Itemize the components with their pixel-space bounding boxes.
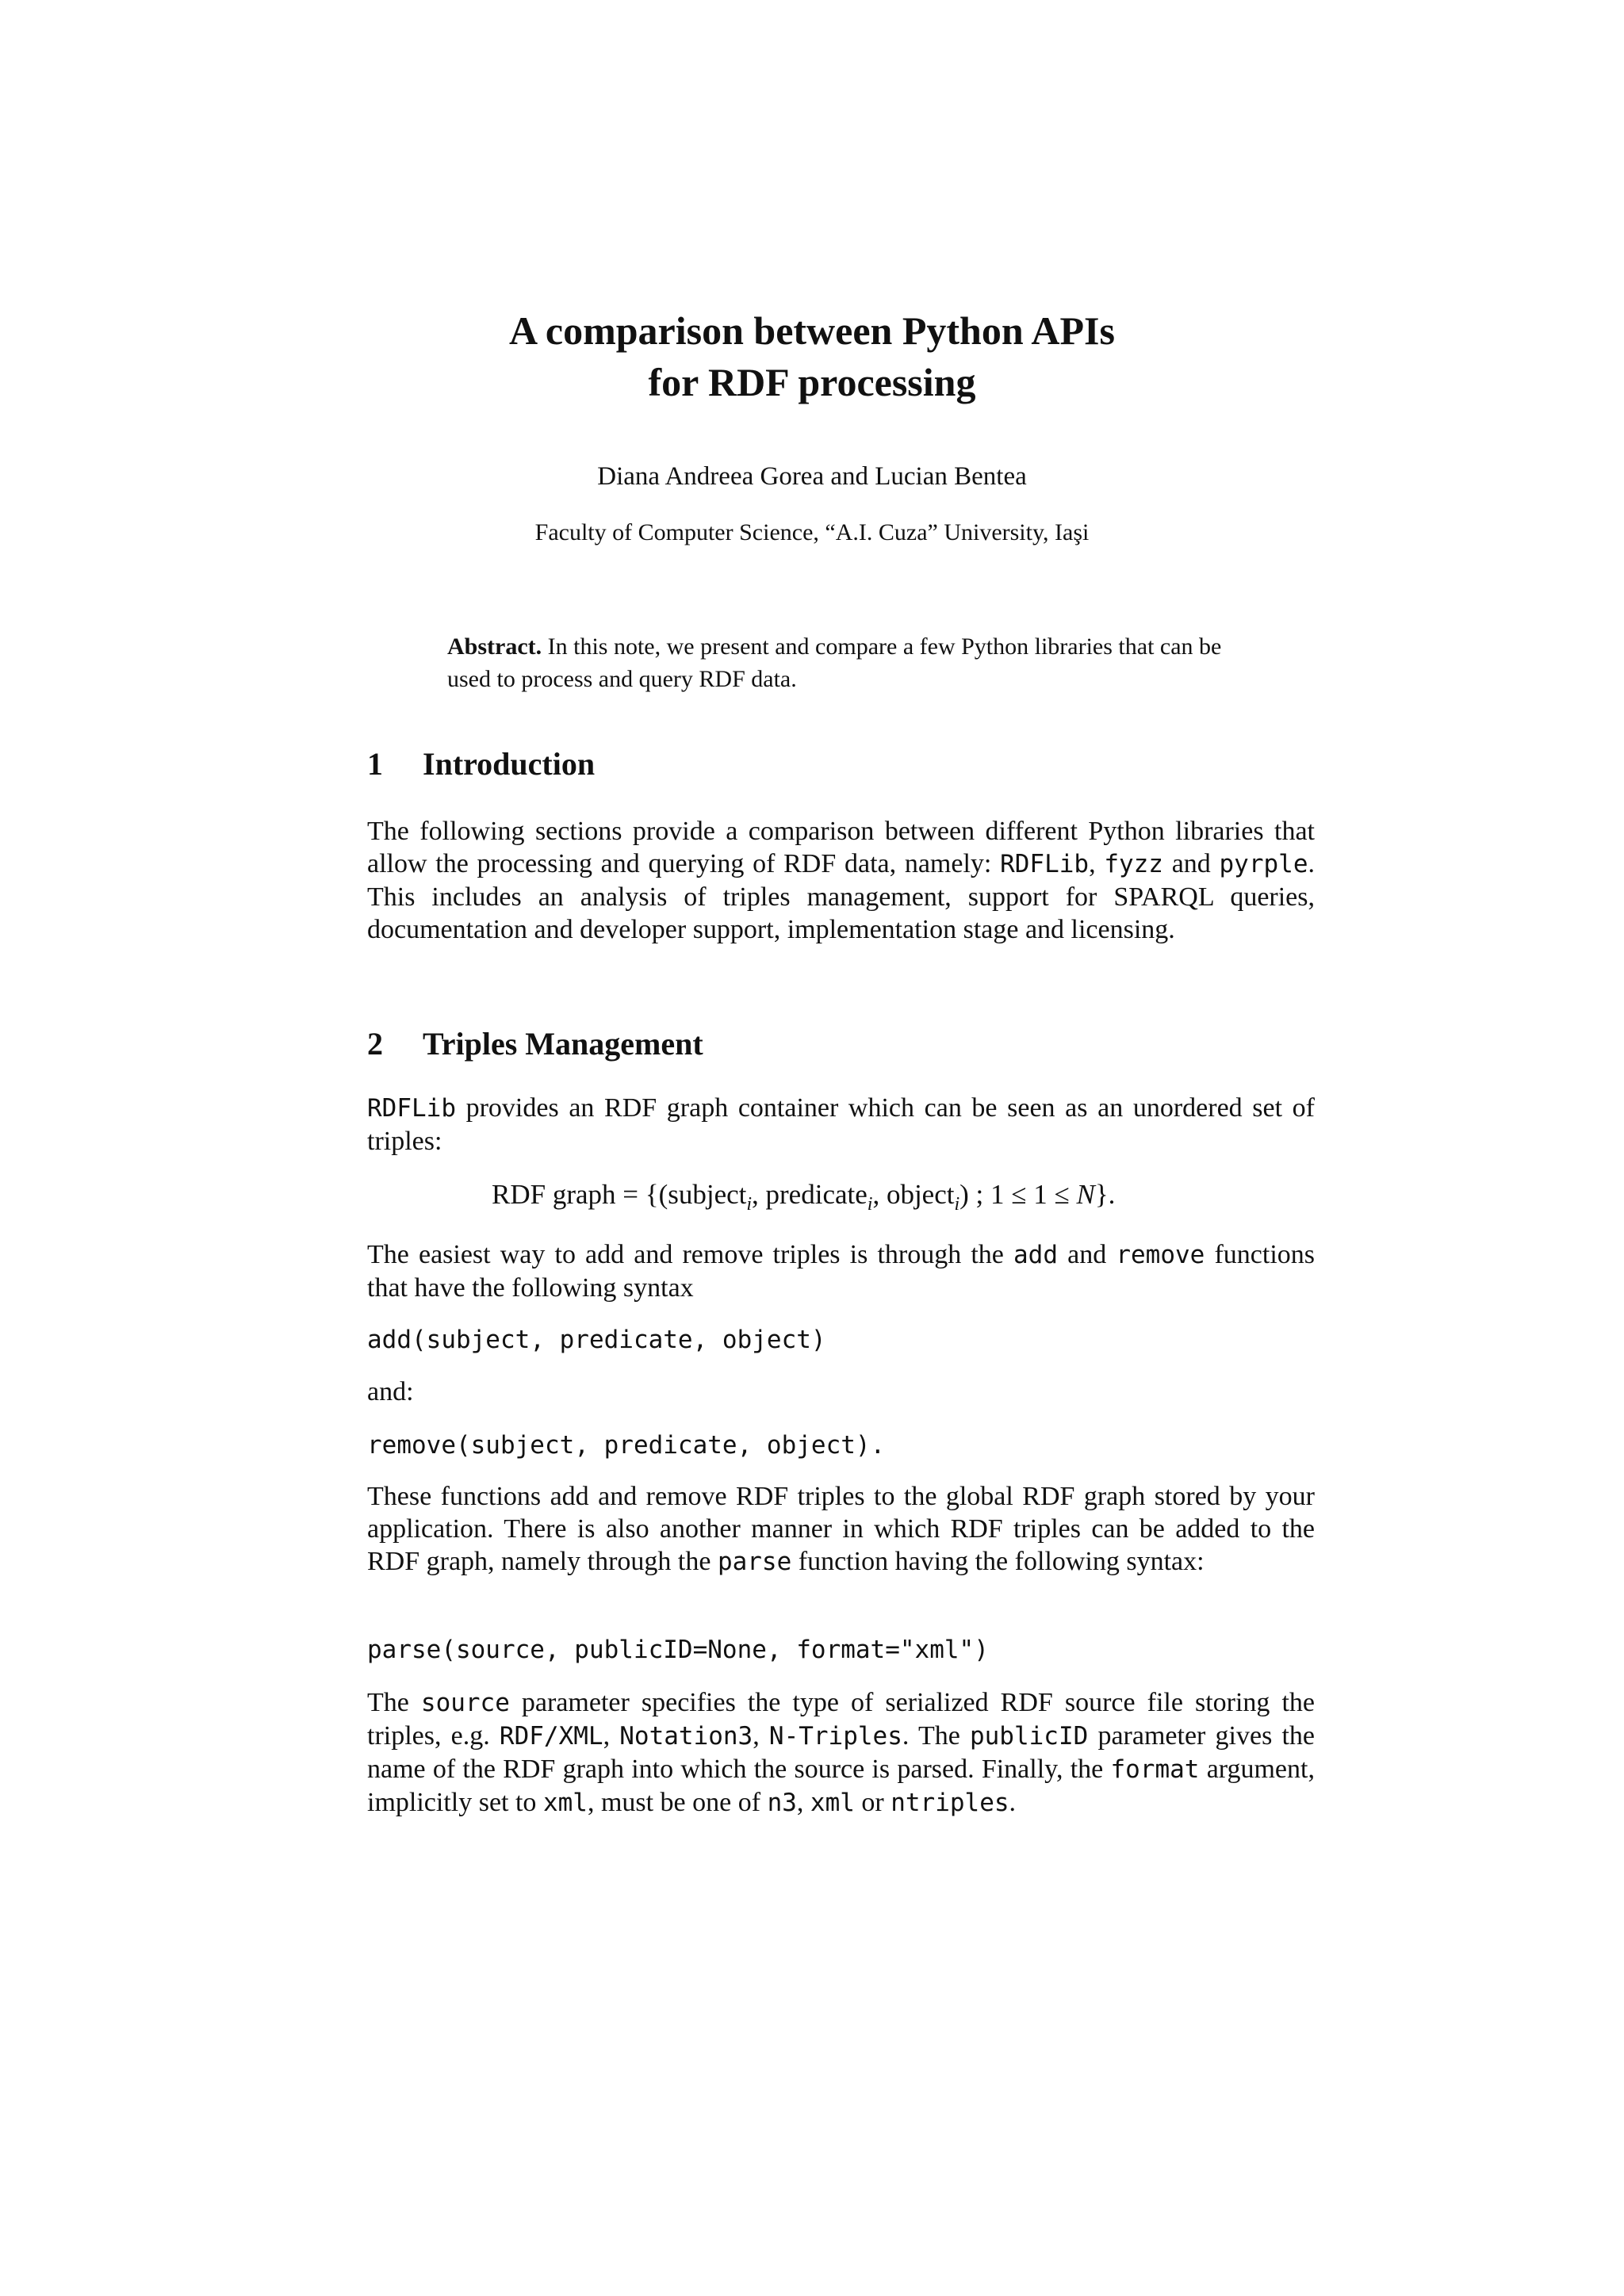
text-run: . The (902, 1721, 970, 1751)
section-heading-triples-management (367, 1025, 703, 1062)
eq-part: , predicate (752, 1179, 868, 1210)
and-line: and: (367, 1377, 414, 1406)
code-xml: xml (542, 1789, 588, 1817)
title-line-1: A comparison between Python APIs (509, 308, 1115, 353)
text-run: The following sections provide a comparison between different Python libraries that allow the processing and querying of RDF data, namely: (367, 817, 1315, 878)
text-run: and (1058, 1240, 1116, 1269)
affiliation: Faculty of Computer Science, “A.I. Cuza” University, Iaşi (534, 519, 1090, 545)
code-ntriples: ntriples (891, 1789, 1009, 1817)
text-run: . This includes an analysis of triples management, support for SPARQL queries, documentation and developer support, implementation stage and licensing. (367, 849, 1315, 944)
code-n3: n3 (767, 1789, 797, 1817)
triples-paragraph-2 (367, 1238, 1315, 1304)
code-rdf-xml: RDF/XML (499, 1722, 603, 1751)
code-remove-syntax: remove(subject, predicate, object). (367, 1431, 886, 1460)
text-run: parameter specifies the type of serialized RDF source file storing the triples, e.g. (367, 1688, 1316, 1751)
text-run: , (603, 1721, 620, 1751)
eq-subscript: i (954, 1194, 960, 1215)
eq-part: }. (1094, 1179, 1116, 1210)
code-add-syntax: add(subject, predicate, object) (367, 1326, 826, 1354)
text-run: , (1089, 849, 1105, 878)
triples-paragraph-3 (367, 1480, 1315, 1578)
title-line-2: for RDF processing (648, 360, 976, 404)
text-run: argument, implicitly set to (367, 1755, 1315, 1817)
code-xml: xml (810, 1789, 855, 1817)
section-title: Triples Management (423, 1026, 703, 1062)
eq-part: , object (872, 1179, 955, 1210)
eq-subscript: i (746, 1194, 753, 1215)
text-run: or (854, 1788, 891, 1817)
triples-paragraph-1 (367, 1092, 1315, 1158)
text-run: parameter gives the name of the RDF graph into which the source is parsed. Finally, the (367, 1721, 1316, 1784)
text-run: functions that have the following syntax (367, 1240, 1316, 1303)
abstract-text: In this note, we present and compare a few Python libraries that can be used to process and query RDF data. (447, 633, 1222, 692)
text-run: function having the following syntax: (791, 1547, 1205, 1576)
text-run: These functions add and remove RDF triples to the global RDF graph stored by your application. There is also another manner in which RDF triples can be added to the RDF graph, namely through the (367, 1482, 1315, 1576)
eq-part: RDF graph = {(subject (492, 1179, 747, 1210)
section-heading-introduction (367, 745, 595, 783)
code-fyzz: fyzz (1104, 850, 1163, 878)
text-run: , (796, 1788, 810, 1817)
rdf-graph-equation (492, 1179, 1115, 1215)
eq-subscript: i (867, 1194, 873, 1215)
text-run: The easiest way to add and remove triples is through the (367, 1240, 1014, 1269)
section-number: 2 (367, 1026, 383, 1062)
paper-title (0, 305, 1624, 408)
code-parse: parse (717, 1548, 792, 1576)
code-n-triples: N-Triples (768, 1722, 902, 1751)
text-run: provides an RDF graph container which can be seen as an unordered set of triples: (367, 1093, 1315, 1156)
code-parse-syntax: parse(source, publicID=None, format="xml") (367, 1636, 989, 1664)
section-number: 1 (367, 746, 383, 782)
code-pyrple: pyrple (1219, 850, 1308, 878)
section-title: Introduction (423, 746, 596, 782)
abstract-label: Abstract. (447, 633, 542, 660)
code-add: add (1013, 1241, 1059, 1269)
intro-paragraph (367, 815, 1315, 946)
code-notation3: Notation3 (619, 1722, 753, 1751)
code-rdflib: RDFLib (367, 1094, 456, 1123)
abstract (447, 630, 1243, 695)
text-run: , (753, 1721, 769, 1751)
code-publicid: publicID (969, 1722, 1089, 1751)
eq-var-n: N (1076, 1179, 1095, 1210)
code-remove: remove (1116, 1241, 1205, 1269)
code-source: source (420, 1689, 510, 1717)
code-format: format (1110, 1755, 1200, 1784)
triples-paragraph-4 (367, 1686, 1315, 1820)
text-run: The (367, 1688, 421, 1717)
code-rdflib: RDFLib (1000, 850, 1090, 878)
text-run: . (1009, 1788, 1017, 1817)
text-run: , must be one of (587, 1788, 768, 1817)
eq-part: ) ; 1 ≤ 1 ≤ (959, 1179, 1077, 1210)
text-run: and (1162, 849, 1220, 878)
authors: Diana Andreea Gorea and Lucian Bentea (597, 462, 1027, 491)
